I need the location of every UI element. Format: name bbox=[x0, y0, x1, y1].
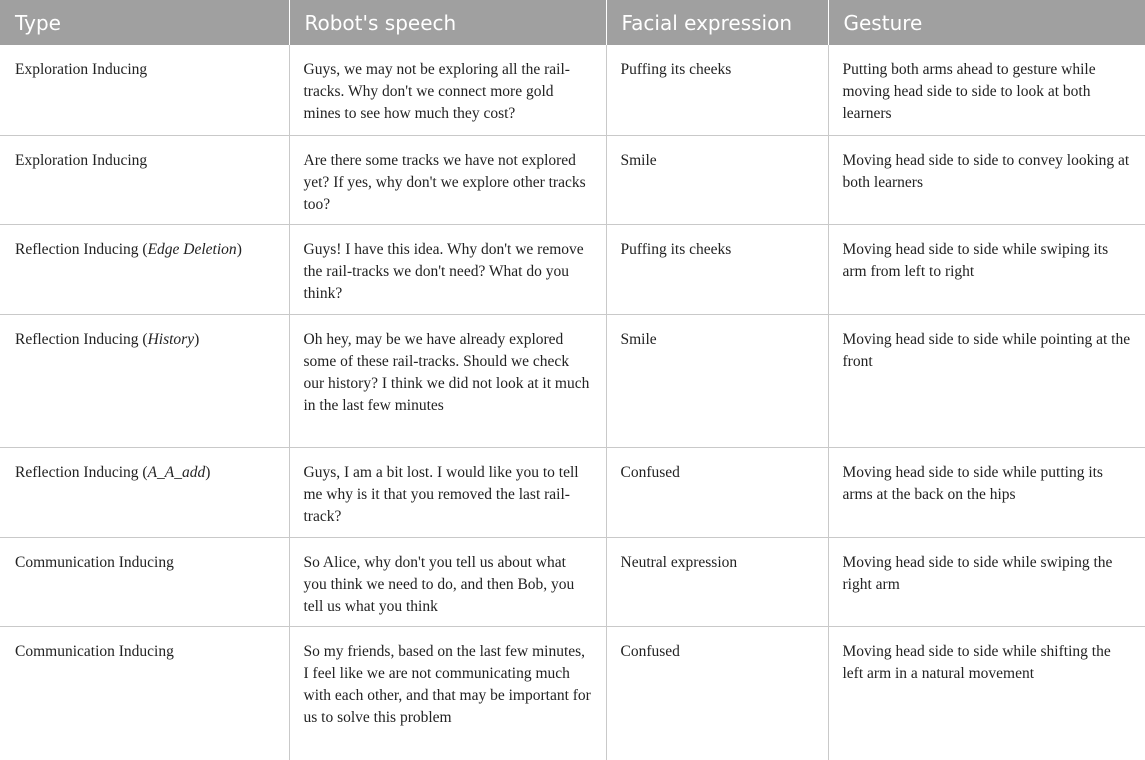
type-label: Reflection Inducing bbox=[15, 463, 139, 481]
expression-cell: Smile bbox=[606, 314, 828, 447]
type-label: Communication Inducing bbox=[15, 642, 174, 660]
header-row bbox=[0, 0, 1145, 45]
table-header bbox=[0, 0, 1145, 45]
type-cell bbox=[0, 45, 289, 135]
gesture-cell: Moving head side to side while swiping the right arm bbox=[828, 537, 1145, 626]
expression-cell: Puffing its cheeks bbox=[606, 224, 828, 314]
speech-cell: Guys! I have this idea. Why don't we remove the rail-tracks we don't need? What do you think? bbox=[289, 224, 606, 314]
gesture-cell: Moving head side to side while shifting the left arm in a natural movement bbox=[842, 642, 1111, 682]
expression-cell: Neutral expression bbox=[606, 537, 828, 626]
type-qualifier: A_A_add bbox=[147, 463, 206, 481]
gesture-cell: Moving head side to side while pointing at the front bbox=[828, 314, 1145, 447]
type-label: Reflection Inducing bbox=[15, 240, 139, 258]
speech-cell: Are there some tracks we have not explored yet? If yes, why don't we explore other tracks too? bbox=[289, 135, 606, 224]
type-cell: Reflection Inducing (Edge Deletion) bbox=[0, 224, 289, 314]
header-robot-speech: Robot's speech bbox=[289, 0, 606, 45]
speech-cell: Guys, I am a bit lost. I would like you to tell me why is it that you removed the last rail-track? bbox=[289, 447, 606, 537]
speech-cell: So my friends, based on the last few minutes, I feel like we are not communicating much with each other, and that may be important for us to solve this problem bbox=[289, 626, 606, 760]
type-label: Exploration Inducing bbox=[15, 61, 148, 78]
type-cell: Reflection Inducing (A_A_add) bbox=[0, 447, 289, 537]
type-label: Exploration Inducing bbox=[15, 151, 148, 169]
type-cell: Reflection Inducing (History) bbox=[0, 314, 289, 447]
gesture-cell: Moving head side to side while swiping its arm from left to right bbox=[828, 224, 1145, 314]
table-body bbox=[0, 45, 1145, 760]
gesture-cell: Moving head side to side while putting its arms at the back on the hips bbox=[828, 447, 1145, 537]
type-qualifier: Edge Deletion bbox=[147, 240, 237, 258]
header-facial-expression: Facial expression bbox=[606, 0, 828, 45]
table-row bbox=[0, 447, 1145, 537]
type-label: Communication Inducing bbox=[15, 553, 174, 571]
gesture-cell: Moving head side to side to convey looking at both learners bbox=[828, 135, 1145, 224]
speech-cell: Guys, we may not be exploring all the rail-tracks. Why don't we connect more gold mines to see how much they cost? bbox=[289, 45, 606, 135]
table-row bbox=[0, 45, 1145, 135]
expression-cell: Confused bbox=[606, 447, 828, 537]
table-row bbox=[0, 626, 1145, 760]
table-row bbox=[0, 314, 1145, 447]
expression-cell: Confused bbox=[606, 626, 828, 760]
header-type: Type bbox=[0, 0, 289, 45]
speech-cell: Oh hey, may be we have already explored some of these rail-tracks. Should we check our history? I think we did not look at it much in the last few minutes bbox=[289, 314, 606, 447]
type-cell bbox=[0, 537, 289, 626]
speech-cell: So Alice, why don't you tell us about what you think we need to do, and then Bob, you tell us what you think bbox=[289, 537, 606, 626]
expression-cell: Smile bbox=[606, 135, 828, 224]
table-row bbox=[0, 537, 1145, 626]
type-cell bbox=[0, 135, 289, 224]
table-row bbox=[0, 224, 1145, 314]
type-cell bbox=[0, 626, 289, 760]
type-qualifier: History bbox=[147, 330, 195, 348]
expression-cell: Puffing its cheeks bbox=[606, 45, 828, 135]
table-row bbox=[0, 135, 1145, 224]
type-label: Reflection Inducing bbox=[15, 330, 139, 348]
header-gesture: Gesture bbox=[828, 0, 1145, 45]
gesture-cell: Putting both arms ahead to gesture while moving head side to side to look at both learners bbox=[828, 45, 1145, 135]
